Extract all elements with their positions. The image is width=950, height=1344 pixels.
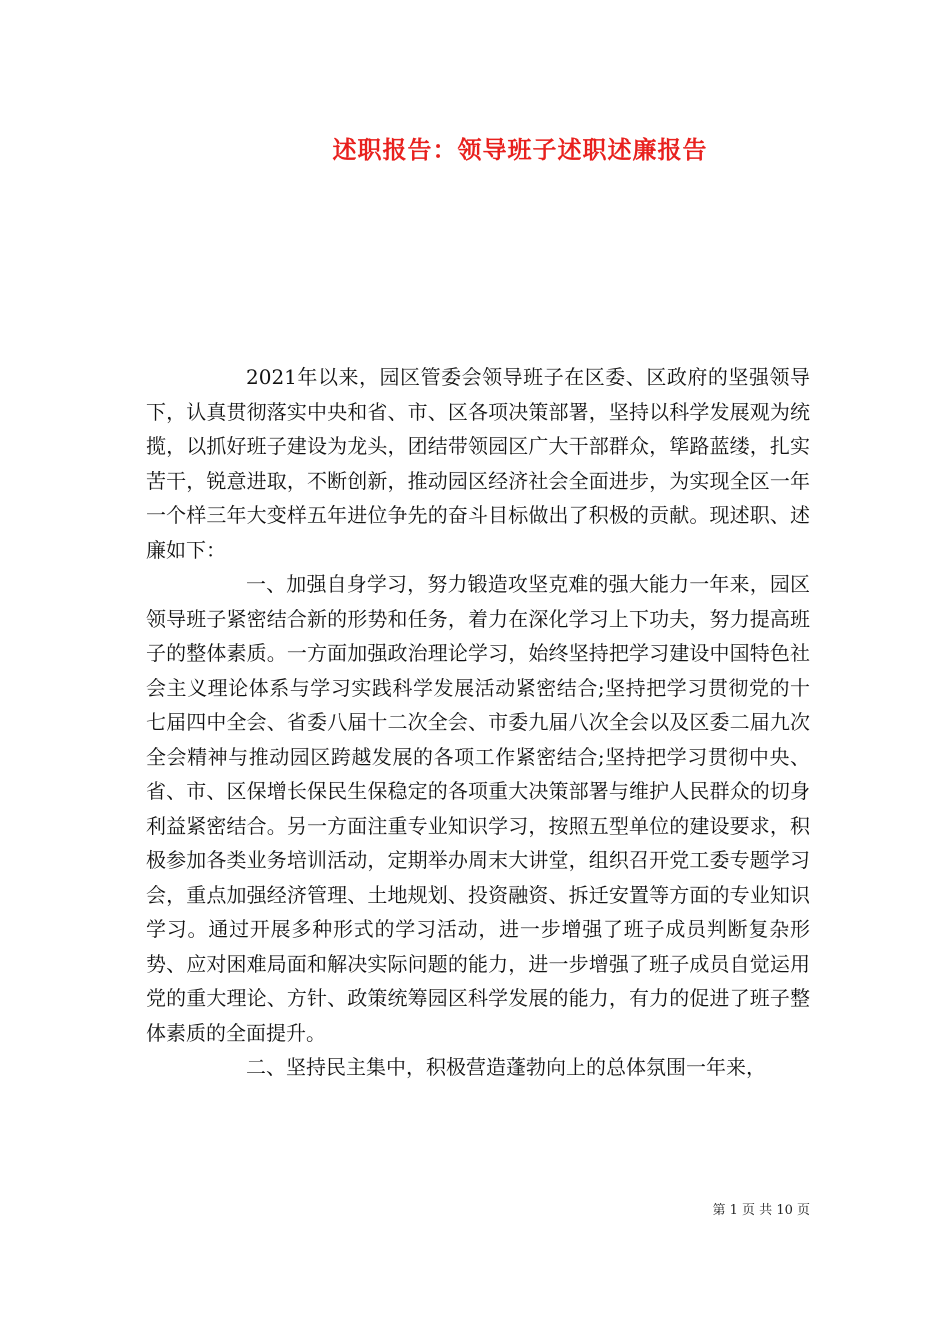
paragraph-section-one: 一、加强自身学习，努力锻造攻坚克难的强大能力一年来，园区领导班子紧密结合新的形势和任务，着力在深化学习上下功夫，努力提高班子的整体素质。一方面加强政治理论学习，始终坚持把学习建设中国特色社会主义理论体系与学习实践科学发展活动紧密结合;坚持把学习贯彻党的十七届四中全会、省委八届十二次全会、市委九届八次全会以及区委二届九次全会精神与推动园区跨越发展的各项工作紧密结合;坚持把学习贯彻中央、省、市、区保增长保民生保稳定的各项重大决策部署与维护人民群众的切身利益紧密结合。另一方面注重专业知识学习，按照五型单位的建设要求，积极参加各类业务培训活动，定期举办周末大讲堂，组织召开党工委专题学习会，重点加强经济管理、土地规划、投资融资、拆迁安置等方面的专业知识学习。通过开展多种形式的学习活动，进一步增强了班子成员判断复杂形势、应对困难局面和解决实际问题的能力，进一步增强了班子成员自觉运用党的重大理论、方针、政策统筹园区科学发展的能力，有力的促进了班子整体素质的全面提升。 bbox=[146, 572, 810, 1045]
paragraph-section-two: 二、坚持民主集中，积极营造蓬勃向上的总体氛围一年来， bbox=[246, 1055, 766, 1079]
page-number-footer: 第 1 页 共 10 页 bbox=[712, 1203, 810, 1218]
document-body bbox=[146, 360, 810, 1085]
paragraph-intro: 2021年以来，园区管委会领导班子在区委、区政府的坚强领导下，认真贯彻落实中央和省、市、区各项决策部署，坚持以科学发展观为统揽，以抓好班子建设为龙头，团结带领园区广大干部群众，筚路蓝缕，扎实苦干，锐意进取，不断创新，推动园区经济社会全面进步，为实现全区一年一个样三年大变样五年进位争先的奋斗目标做出了积极的贡献。现述职、述廉如下： bbox=[146, 365, 810, 562]
document-title: 述职报告：领导班子述职述廉报告 bbox=[332, 135, 708, 164]
